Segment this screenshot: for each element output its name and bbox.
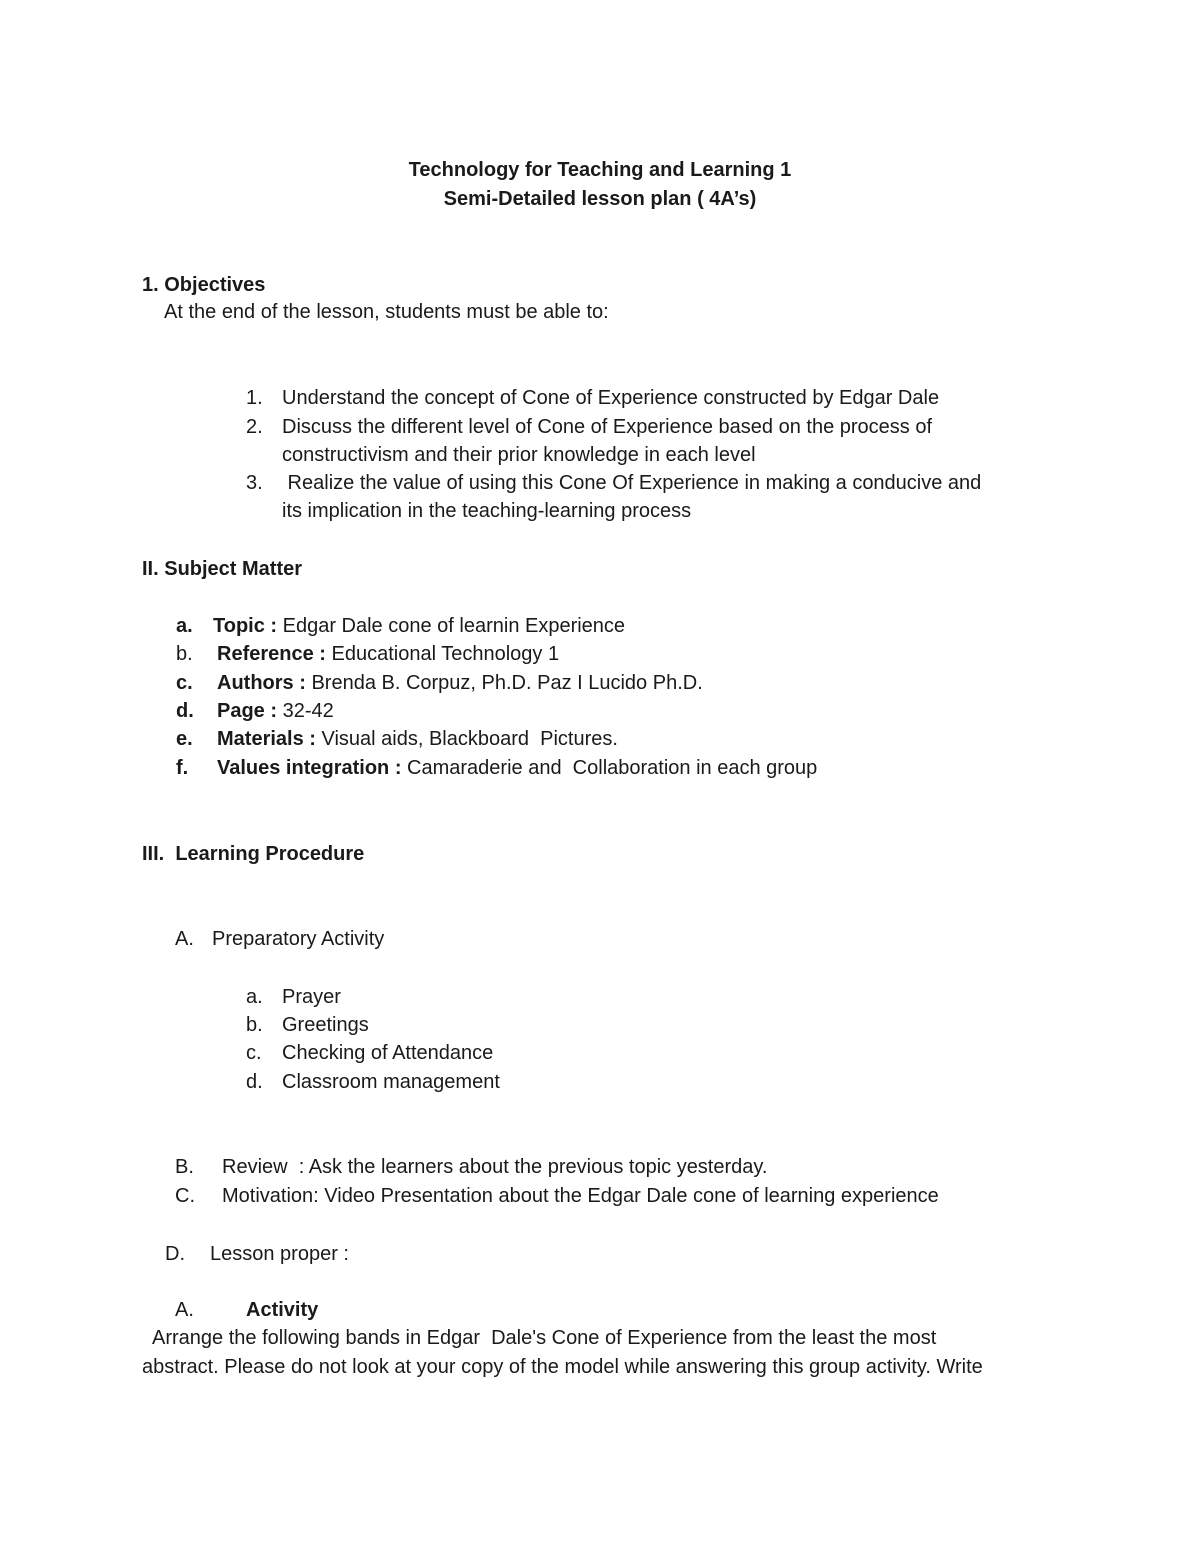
- procedure-marker: B.: [175, 1156, 194, 1178]
- subject-marker: e.: [176, 728, 193, 750]
- subject-item-topic: [213, 612, 625, 640]
- subject-item-values: [217, 754, 817, 782]
- subject-marker: f.: [176, 757, 189, 779]
- subject-value: Brenda B. Corpuz, Ph.D. Paz I Lucido Ph.D.: [305, 672, 703, 694]
- objective-text: constructivism and their prior knowledge in each level: [282, 444, 756, 466]
- objective-text: Discuss the different level of Cone of Experience based on the process of: [282, 416, 933, 438]
- procedure-marker: A.: [175, 928, 194, 950]
- motivation-text: Motivation: Video Presentation about the Edgar Dale cone of learning experience: [222, 1185, 939, 1207]
- preparatory-item: Classroom management: [282, 1071, 500, 1093]
- subject-marker: d.: [176, 700, 194, 722]
- procedure-marker: C.: [175, 1185, 195, 1207]
- preparatory-item: Prayer: [282, 986, 341, 1008]
- subject-matter-heading: II. Subject Matter: [142, 558, 303, 580]
- objective-text: Realize the value of using this Cone Of Experience in making a conducive and: [282, 472, 982, 494]
- preparatory-marker: b.: [246, 1014, 263, 1036]
- subject-marker: b.: [176, 643, 193, 665]
- procedure-marker: D.: [165, 1243, 185, 1265]
- subject-value: 32-42: [277, 700, 334, 722]
- lesson-proper-text: Lesson proper :: [210, 1243, 349, 1265]
- learning-procedure-heading: III. Learning Procedure: [142, 843, 365, 865]
- subject-marker: c.: [176, 672, 193, 694]
- document-title: Technology for Teaching and Learning 1: [408, 159, 792, 181]
- subject-item-materials: [217, 725, 618, 753]
- preparatory-marker: d.: [246, 1071, 263, 1093]
- activity-marker: A.: [175, 1299, 194, 1321]
- preparatory-marker: a.: [246, 986, 263, 1008]
- objective-number: 3.: [246, 472, 263, 494]
- subject-item-page: [217, 697, 334, 725]
- preparatory-marker: c.: [246, 1042, 262, 1064]
- objective-text: Understand the concept of Cone of Experience constructed by Edgar Dale: [282, 387, 940, 409]
- activity-heading: Activity: [246, 1299, 319, 1321]
- subject-label: Materials :: [217, 728, 316, 750]
- subject-label: Topic :: [213, 615, 278, 637]
- subject-item-reference: [217, 640, 559, 668]
- objectives-intro: At the end of the lesson, students must be able to:: [164, 301, 609, 323]
- subject-label: Authors :: [217, 672, 306, 694]
- document-subtitle: Semi-Detailed lesson plan ( 4A’s): [443, 188, 757, 210]
- subject-label: Reference :: [217, 643, 326, 665]
- subject-label: Page :: [217, 700, 278, 722]
- subject-value: Educational Technology 1: [325, 643, 560, 665]
- objective-text: its implication in the teaching-learning process: [282, 500, 692, 522]
- preparatory-item: Greetings: [282, 1014, 369, 1036]
- preparatory-activity-label: Preparatory Activity: [212, 928, 385, 950]
- preparatory-item: Checking of Attendance: [282, 1042, 494, 1064]
- subject-marker: a.: [176, 615, 193, 637]
- activity-text: Arrange the following bands in Edgar Dale's Cone of Experience from the least the most: [142, 1327, 937, 1349]
- review-text: Review : Ask the learners about the previous topic yesterday.: [222, 1156, 768, 1178]
- activity-text: abstract. Please do not look at your copy of the model while answering this group activity. Write: [142, 1356, 983, 1378]
- subject-value: Visual aids, Blackboard Pictures.: [315, 728, 618, 750]
- subject-value: Edgar Dale cone of learnin Experience: [277, 615, 626, 637]
- objective-number: 2.: [246, 416, 263, 438]
- objectives-heading: 1. Objectives: [142, 274, 266, 296]
- objective-number: 1.: [246, 387, 263, 409]
- subject-value: Camaraderie and Collaboration in each group: [401, 757, 818, 779]
- subject-item-authors: [217, 669, 703, 697]
- subject-label: Values integration :: [217, 757, 402, 779]
